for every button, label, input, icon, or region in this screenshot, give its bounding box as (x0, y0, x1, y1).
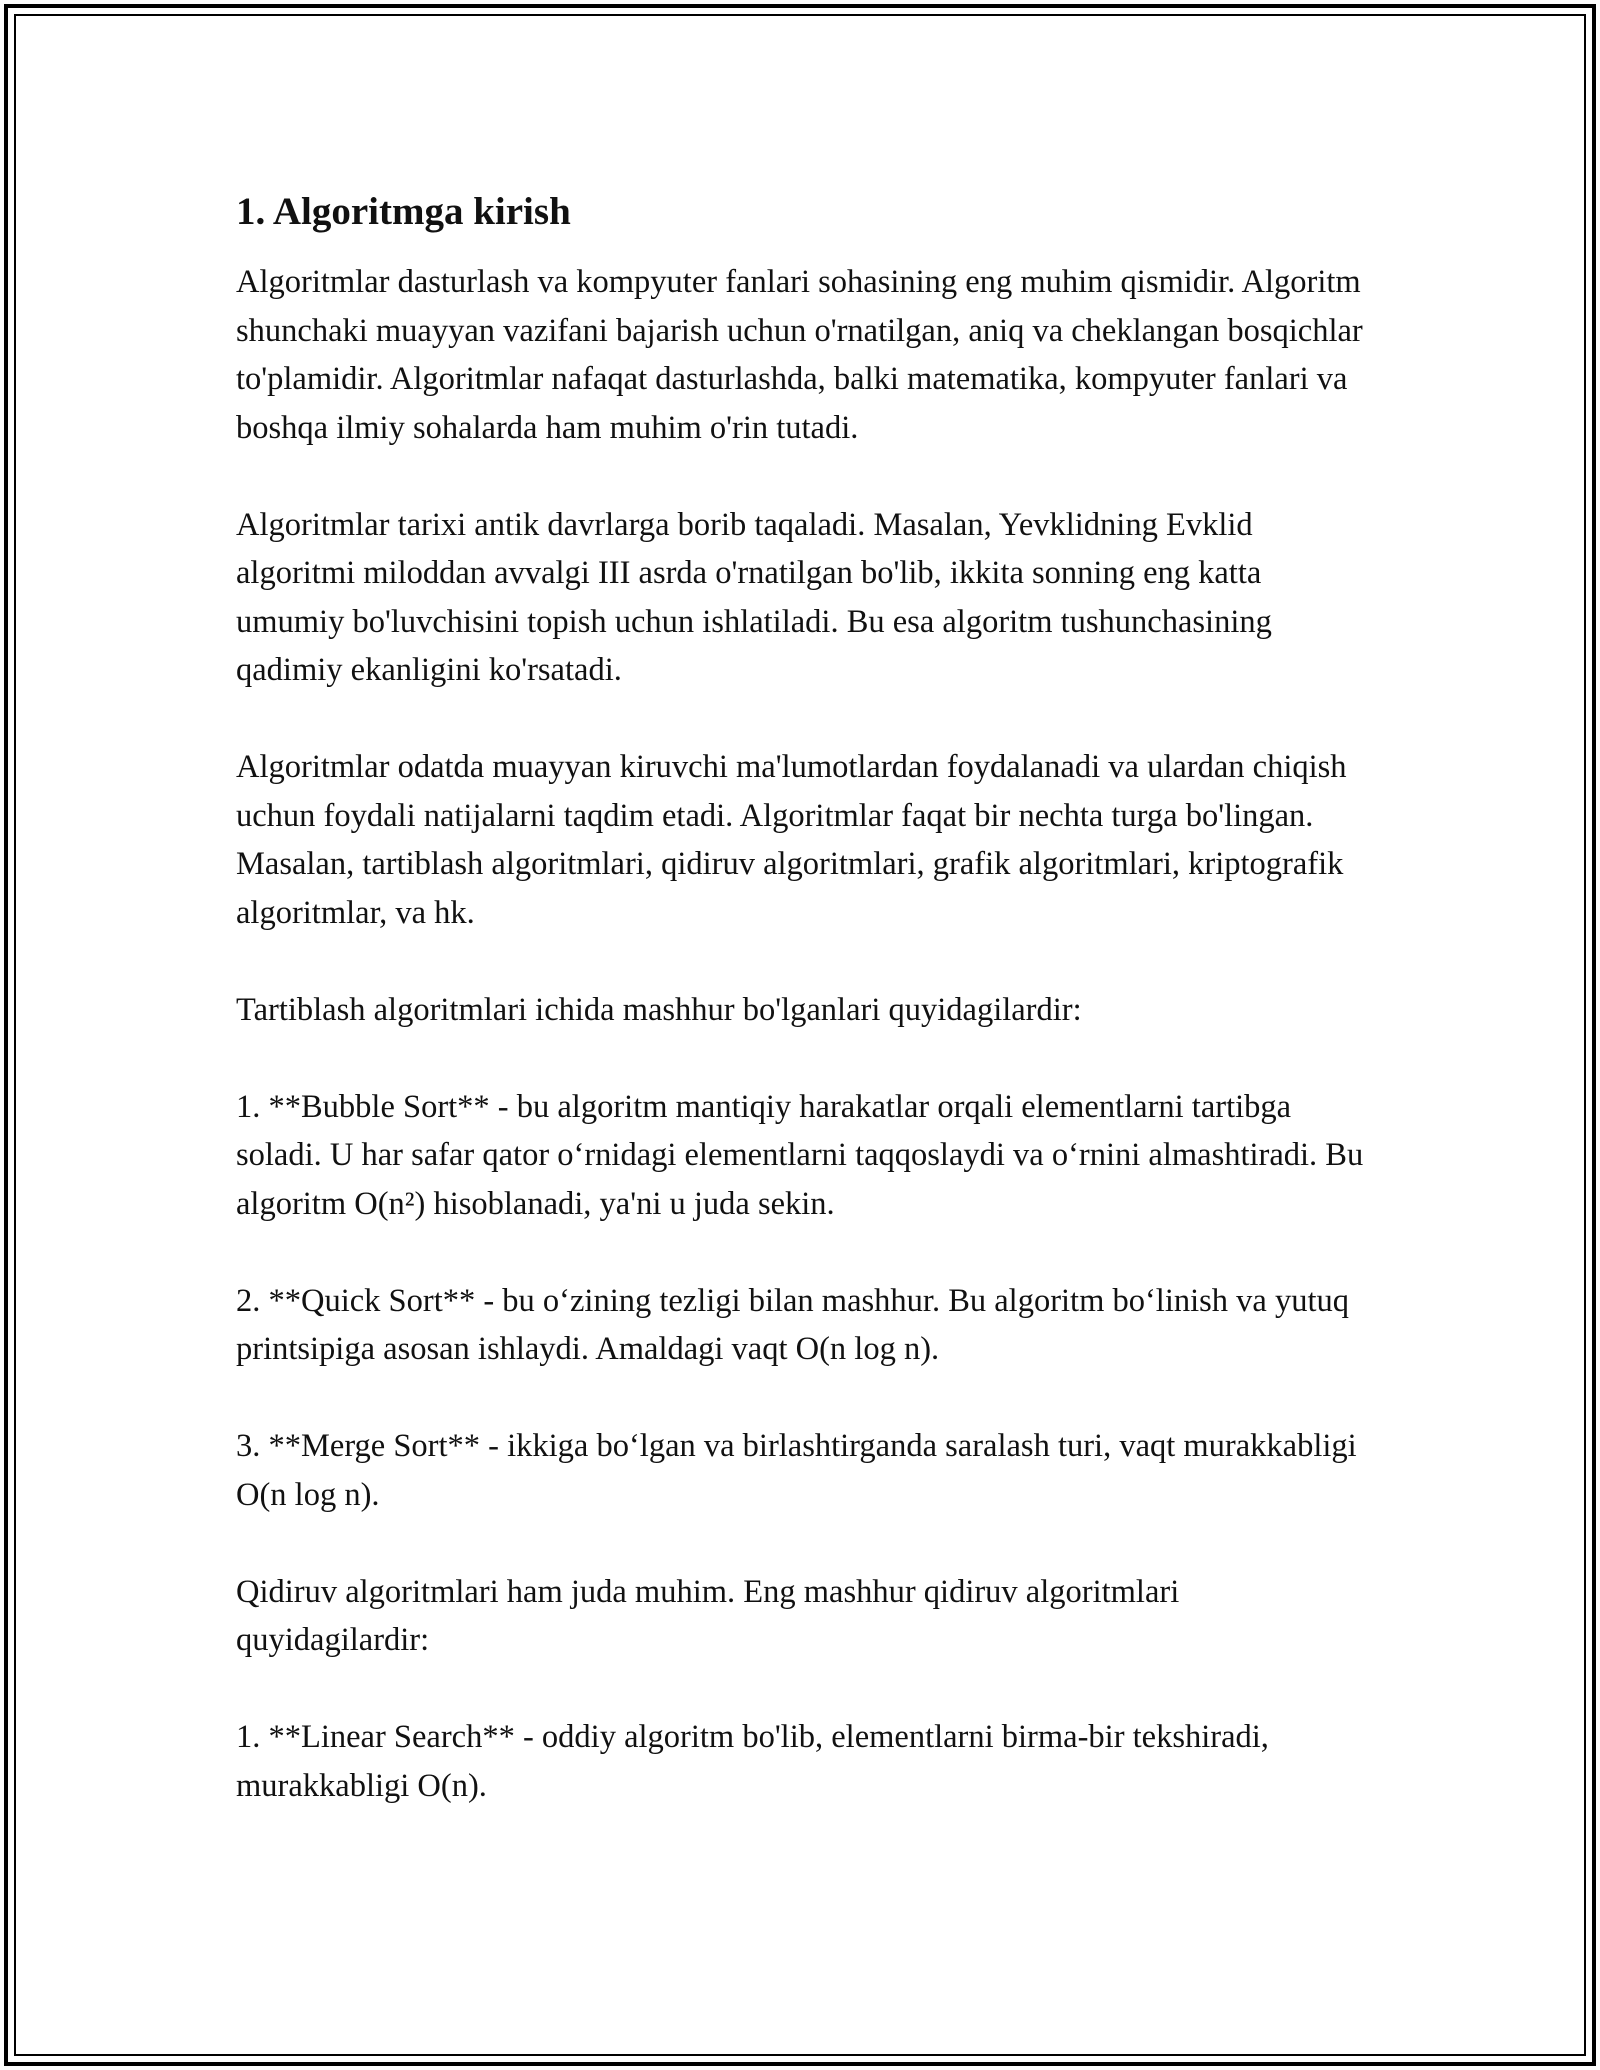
list-item-merge-sort: 3. **Merge Sort** - ikkiga bo‘lgan va birlashtirganda saralash turi, vaqt murakkabligi O(n log n). (236, 1428, 1357, 1513)
paragraph-search-intro: Qidiruv algoritmlari ham juda muhim. Eng mashhur qidiruv algoritmlari quyidagilardir: (236, 1573, 1180, 1658)
paragraph-sorting-intro: Tartiblash algoritmlari ichida mashhur bo'lganlari quyidagilardir: (236, 991, 1082, 1028)
list-item-quick-sort: 2. **Quick Sort** - bu o‘zining tezligi bilan mashhur. Bu algoritm bo‘linish va yutuq printsipiga asosan ishlaydi. Amaldagi vaqt O(n log n). (236, 1282, 1349, 1367)
section-heading: 1. Algoritmga kirish (236, 190, 571, 233)
list-item-linear-search: 1. **Linear Search** - oddiy algoritm bo'lib, elementlarni birma-bir tekshiradi, murakkabligi O(n). (236, 1719, 1269, 1804)
paragraph-types: Algoritmlar odatda muayyan kiruvchi ma'lumotlardan foydalanadi va ulardan chiqish uchun foydali natijalarni taqdim etadi. Algoritmlar faqat bir nechta turga bo'lingan. Masalan, tartiblash algoritmlari, qidiruv algoritmlari, grafik algoritmlari, kriptografik algoritmlar, va hk. (236, 749, 1347, 931)
list-item-bubble-sort: 1. **Bubble Sort** - bu algoritm mantiqiy harakatlar orqali elementlarni tartibga soladi. U har safar qator o‘rnidagi elementlarni taqqoslaydi va o‘rnini almashtiradi. Bu algoritm O(n²) hisoblanadi, ya'ni u juda sekin. (236, 1088, 1364, 1222)
paragraph-history: Algoritmlar tarixi antik davrlarga borib taqaladi. Masalan, Yevklidning Evklid algoritmi miloddan avvalgi III asrda o'rnatilgan bo'lib, ikkita sonning eng katta umumiy bo'luvchisini topish uchun ishlatiladi. Bu esa algoritm tushunchasining qadimiy ekanligini ko'rsatadi. (236, 506, 1272, 688)
document-body (236, 186, 1376, 1859)
paragraph-intro: Algoritmlar dasturlash va kompyuter fanlari sohasining eng muhim qismidir. Algoritm shunchaki muayyan vazifani bajarish uchun o'rnatilgan, aniq va cheklangan bosqichlar to'plamidir. Algoritmlar nafaqat dasturlashda, balki matematika, kompyuter fanlari va boshqa ilmiy sohalarda ham muhim o'rin tutadi. (236, 264, 1363, 446)
